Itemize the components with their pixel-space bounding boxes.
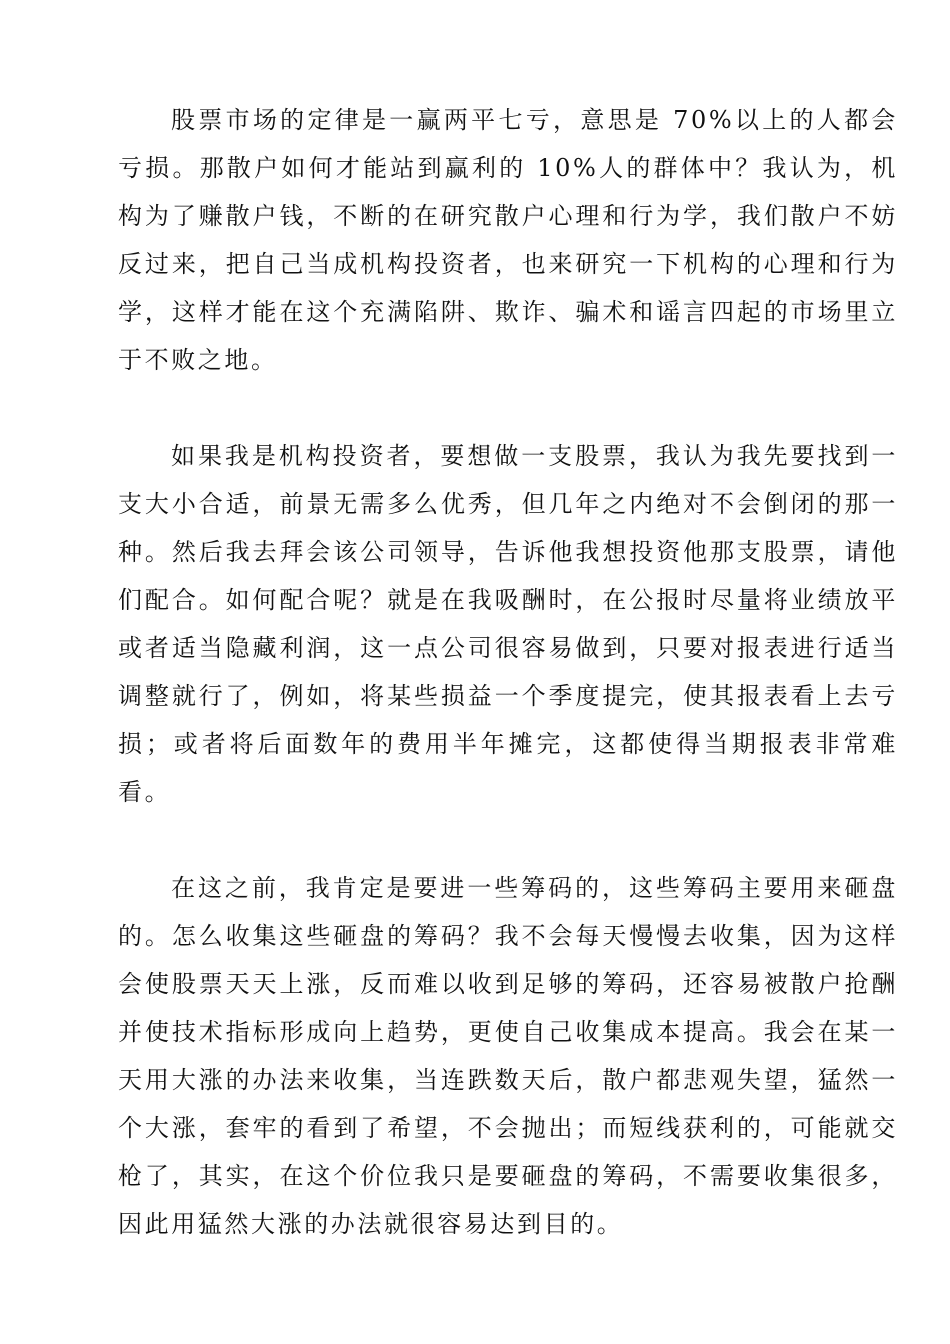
paragraph-2: 如果我是机构投资者，要想做一支股票，我认为我先要找到一支大小合适，前景无需多么优秀，但几年之内绝对不会倒闭的那一种。然后我去拜会该公司领导，告诉他我想投资他那支股票，请他们配合。如何配合呢？就是在我吸酬时，在公报时尽量将业绩放平或者适当隐藏利润，这一点公司很容易做到，只要对报表进行适当调整就行了，例如，将某些损益一个季度提完，使其报表看上去亏损；或者将后面数年的费用半年摊完，这都使得当期报表非常难看。 (118, 442, 898, 806)
paragraph-3: 在这之前，我肯定是要进一些筹码的，这些筹码主要用来砸盘的。怎么收集这些砸盘的筹码？我不会每天慢慢去收集，因为这样会使股票天天上涨，反而难以收到足够的筹码，还容易被散户抢酬并使技术指标形成向上趋势，更使自己收集成本提高。我会在某一天用大涨的办法来收集，当连跌数天后，散户都悲观失望，猛然一个大涨，套牢的看到了希望，不会抛出；而短线获利的，可能就交枪了，其实，在这个价位我只是要砸盘的筹码，不需要收集很多，因此用猛然大涨的办法就很容易达到目的。 (118, 874, 898, 1238)
paragraph-1: 股票市场的定律是一赢两平七亏，意思是 70%以上的人都会亏损。那散户如何才能站到赢利的 10%人的群体中？我认为，机构为了赚散户钱，不断的在研究散户心理和行为学，我们散户不妨反过来，把自己当成机构投资者，也来研究一下机构的心理和行为学，这样才能在这个充满陷阱、欺诈、骗术和谣言四起的市场里立于不败之地。 (118, 106, 898, 374)
document-body (118, 96, 898, 1248)
